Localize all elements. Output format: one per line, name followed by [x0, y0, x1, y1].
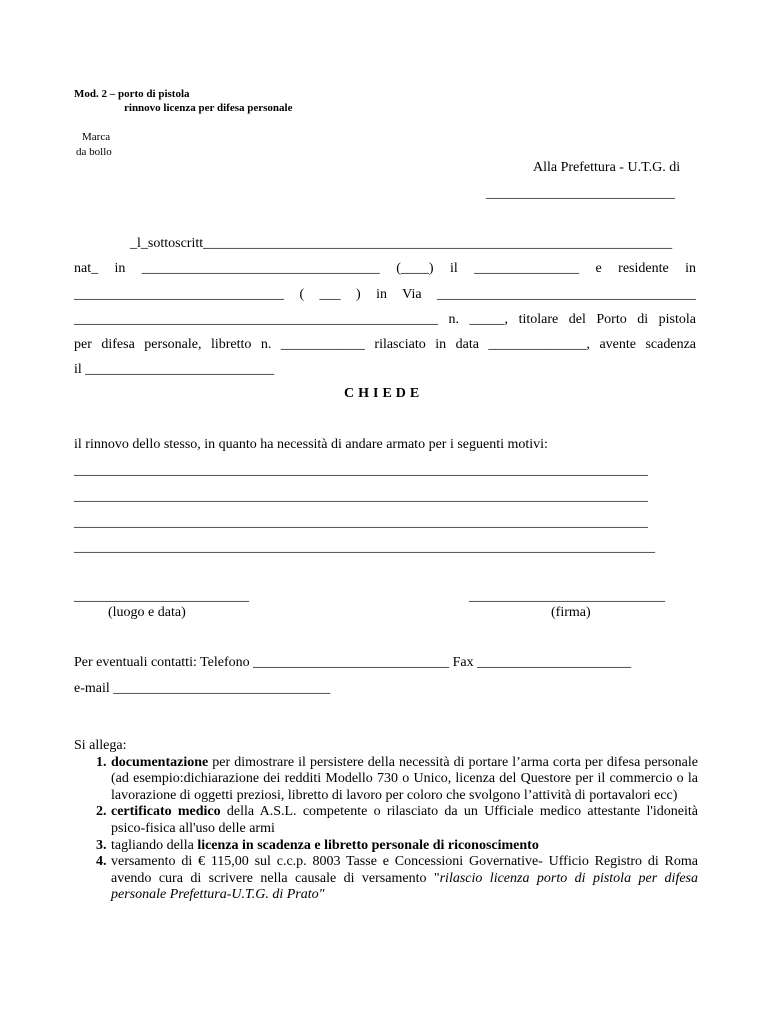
list-item [74, 838, 698, 855]
attachments-section [74, 738, 698, 904]
undersigned-line[interactable]: _l_sottoscritt___________________________________________________________________ [130, 236, 673, 251]
list-item [74, 854, 698, 904]
list-item [74, 804, 698, 837]
attachments-heading: Si allega: [74, 738, 127, 753]
attachments-list [74, 755, 698, 904]
list-item-text: della A.S.L. competente o rilasciato da un Ufficiale medico attestante l'idoneità psico-fisica all'uso delle armi [111, 804, 698, 836]
list-item-keyword: licenza in scadenza e libretto personale di riconoscimento [197, 837, 539, 853]
list-item-number: 2. [96, 804, 107, 820]
house-number-line[interactable]: ____________________________________________________ n. _____, titolare del Porto di pistola [74, 312, 696, 327]
form-code: Mod. 2 – porto di pistola [74, 88, 190, 100]
expiry-line[interactable]: il ___________________________ [74, 362, 275, 377]
list-item-number: 4. [96, 854, 107, 870]
list-item-text: per dimostrare il persistere della necessità di portare l’arma corta per difesa personale (ad esempio:dichiarazione dei redditi Modello 730 o Unico, licenza del Questore per il commercio o la lavorazione di oggetti preziosi, libretto di lavoro per coloro che svolgono l’attività di portavalori ecc) [111, 754, 698, 803]
reason-line-3[interactable]: __________________________________________________________________________________ [74, 515, 648, 530]
list-item-keyword: documentazione [111, 754, 209, 770]
place-date-blank[interactable]: _________________________ [74, 589, 249, 604]
reason-line-1[interactable]: __________________________________________________________________________________ [74, 463, 648, 478]
contacts-email[interactable]: e-mail _______________________________ [74, 681, 331, 696]
reason-line-2[interactable]: __________________________________________________________________________________ [74, 489, 648, 504]
birth-line[interactable]: nat_ in __________________________________ (____) il _______________ e residente in [74, 261, 696, 276]
list-item-number: 3. [96, 837, 107, 853]
reasons-intro: il rinnovo dello stesso, in quanto ha necessità di andare armato per i seguenti motivi: [74, 437, 548, 452]
list-item [74, 755, 698, 805]
signature-blank[interactable]: ____________________________ [469, 589, 665, 604]
list-item-text: versamento di € 115,00 sul c.c.p. 8003 Tasse e Concessioni Governative- Ufficio Registro di Roma avendo cura di scrivere nella causale di versamento " [111, 854, 698, 886]
list-item-causale: rilascio licenza porto di pistola per difesa personale Prefettura-U.T.G. di Prato" [111, 870, 699, 903]
address-line[interactable]: ______________________________ ( ___ ) in Via _____________________________________ [74, 287, 696, 302]
recipient-label: Alla Prefettura - U.T.G. di [533, 160, 681, 175]
place-date-label: (luogo e data) [108, 605, 186, 620]
stamp-label-1: Marca [82, 131, 111, 143]
reason-line-4[interactable]: ___________________________________________________________________________________ [74, 540, 655, 555]
request-title: CHIEDE [344, 386, 424, 401]
stamp-label-2: da bollo [76, 146, 112, 158]
list-item-number: 1. [96, 754, 107, 770]
form-subtitle: rinnovo licenza per difesa personale [124, 102, 293, 114]
signature-label: (firma) [551, 605, 591, 620]
list-item-text: tagliando della [111, 837, 198, 853]
recipient-blank[interactable]: ___________________________ [486, 186, 675, 201]
contacts-phone-fax[interactable]: Per eventuali contatti: Telefono ____________________________ Fax ______________________ [74, 655, 632, 670]
license-line[interactable]: per difesa personale, libretto n. ____________ rilasciato in data ______________, avente scadenza [74, 337, 696, 352]
list-item-keyword: certificato medico [111, 804, 221, 820]
